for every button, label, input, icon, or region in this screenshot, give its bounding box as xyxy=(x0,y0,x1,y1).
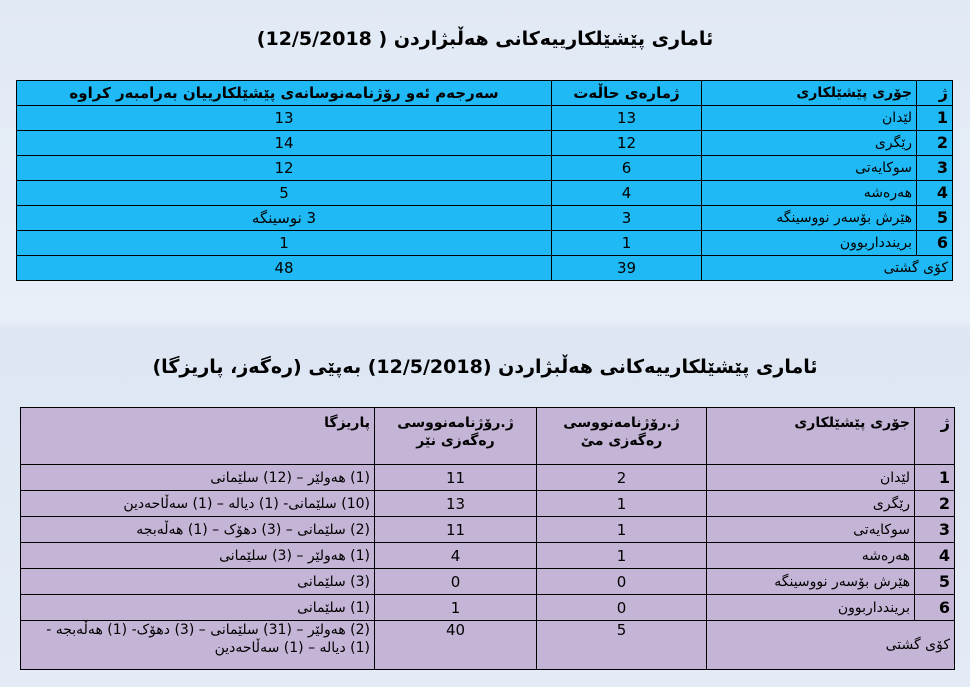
row-type: لێدان xyxy=(702,106,917,131)
row-total: 3 نوسینگە xyxy=(17,206,552,231)
row-cases: 6 xyxy=(552,156,702,181)
header-cases: ژمارەی حاڵەت xyxy=(552,81,702,106)
table-header-row xyxy=(17,81,953,106)
table-row xyxy=(17,106,953,131)
table-row xyxy=(17,231,953,256)
footer-label: کۆی گشتی xyxy=(702,256,953,281)
row-total: 12 xyxy=(17,156,552,181)
table2-title: ئاماری پێشێلکارییەکانی هەڵبژاردن (12/5/2018) بەپێی (رەگەز، پاریزگا) xyxy=(152,356,818,378)
row-num: 5 xyxy=(915,569,955,595)
row-male: 0 xyxy=(375,569,537,595)
table-row xyxy=(17,206,953,231)
row-female: 1 xyxy=(537,517,707,543)
row-type: لێدان xyxy=(707,465,915,491)
footer-province: (2) هەولێر – (31) سلێمانی – (3) دهۆک- (1) هەڵەبجە - (1) دیالە – (1) سەڵاحەدین xyxy=(21,621,375,670)
row-female: 0 xyxy=(537,595,707,621)
header-male: ژ.رۆژنامەنووسی رەگەزی نێر xyxy=(375,408,537,465)
table-footer-row xyxy=(17,256,953,281)
gender-province-table xyxy=(20,407,955,670)
row-cases: 13 xyxy=(552,106,702,131)
row-type: هێرش بۆسەر نووسینگە xyxy=(707,569,915,595)
table-row xyxy=(21,543,955,569)
footer-total: 48 xyxy=(17,256,552,281)
row-total: 1 xyxy=(17,231,552,256)
row-female: 2 xyxy=(537,465,707,491)
row-province: (3) سلێمانی xyxy=(21,569,375,595)
table-row xyxy=(17,156,953,181)
row-cases: 4 xyxy=(552,181,702,206)
table-row xyxy=(17,131,953,156)
table-row xyxy=(21,595,955,621)
row-province: (2) سلێمانی – (3) دهۆک – (1) هەڵەبجە xyxy=(21,517,375,543)
row-province: (1) سلێمانی xyxy=(21,595,375,621)
header-num: ژ xyxy=(915,408,955,465)
row-type: بریندداربوون xyxy=(702,231,917,256)
row-total: 14 xyxy=(17,131,552,156)
row-num: 6 xyxy=(917,231,953,256)
violations-table xyxy=(16,80,953,281)
table-footer-row xyxy=(21,621,955,670)
row-num: 2 xyxy=(915,491,955,517)
row-type: هەرەشە xyxy=(707,543,915,569)
row-type: هەرەشە xyxy=(702,181,917,206)
table-row xyxy=(17,181,953,206)
row-male: 1 xyxy=(375,595,537,621)
row-total: 5 xyxy=(17,181,552,206)
row-male: 11 xyxy=(375,465,537,491)
header-num: ژ xyxy=(917,81,953,106)
row-num: 5 xyxy=(917,206,953,231)
table-row xyxy=(21,569,955,595)
row-female: 1 xyxy=(537,491,707,517)
row-num: 1 xyxy=(917,106,953,131)
row-male: 11 xyxy=(375,517,537,543)
row-type: رێگری xyxy=(707,491,915,517)
row-type: بریندداربوون xyxy=(707,595,915,621)
row-female: 0 xyxy=(537,569,707,595)
row-cases: 12 xyxy=(552,131,702,156)
row-num: 4 xyxy=(917,181,953,206)
header-total: سەرجەم ئەو رۆژنامەنوسانەی پێشێلکارییان بەرامبەر کراوە xyxy=(17,81,552,106)
header-female: ژ.رۆژنامەنووسی رەگەزی مێ xyxy=(537,408,707,465)
row-num: 3 xyxy=(917,156,953,181)
footer-cases: 39 xyxy=(552,256,702,281)
table-row xyxy=(21,491,955,517)
row-province: (1) هەولێر – (3) سلێمانی xyxy=(21,543,375,569)
header-type: جۆری پێشێلکاری xyxy=(702,81,917,106)
row-type: سوکایەتی xyxy=(702,156,917,181)
header-type: جۆری پێشێلکاری xyxy=(707,408,915,465)
row-num: 3 xyxy=(915,517,955,543)
row-total: 13 xyxy=(17,106,552,131)
table-row xyxy=(21,517,955,543)
row-cases: 1 xyxy=(552,231,702,256)
row-num: 1 xyxy=(915,465,955,491)
footer-female: 5 xyxy=(537,621,707,670)
row-type: هێرش بۆسەر نووسینگە xyxy=(702,206,917,231)
row-cases: 3 xyxy=(552,206,702,231)
footer-label: کۆی گشتی xyxy=(707,621,955,670)
row-female: 1 xyxy=(537,543,707,569)
row-male: 13 xyxy=(375,491,537,517)
table-header-row xyxy=(21,408,955,465)
row-male: 4 xyxy=(375,543,537,569)
table-row xyxy=(21,465,955,491)
row-province: (10) سلێمانی- (1) دیالە – (1) سەڵاحەدین xyxy=(21,491,375,517)
row-num: 2 xyxy=(917,131,953,156)
header-province: پاریزگا xyxy=(21,408,375,465)
row-num: 6 xyxy=(915,595,955,621)
row-num: 4 xyxy=(915,543,955,569)
row-type: سوکایەتی xyxy=(707,517,915,543)
row-province: (1) هەولێر – (12) سلێمانی xyxy=(21,465,375,491)
row-type: رێگری xyxy=(702,131,917,156)
footer-male: 40 xyxy=(375,621,537,670)
table1-title: ئاماری پێشێلکارییەکانی هەڵبژاردن ( 12/5/2018) xyxy=(256,28,714,50)
